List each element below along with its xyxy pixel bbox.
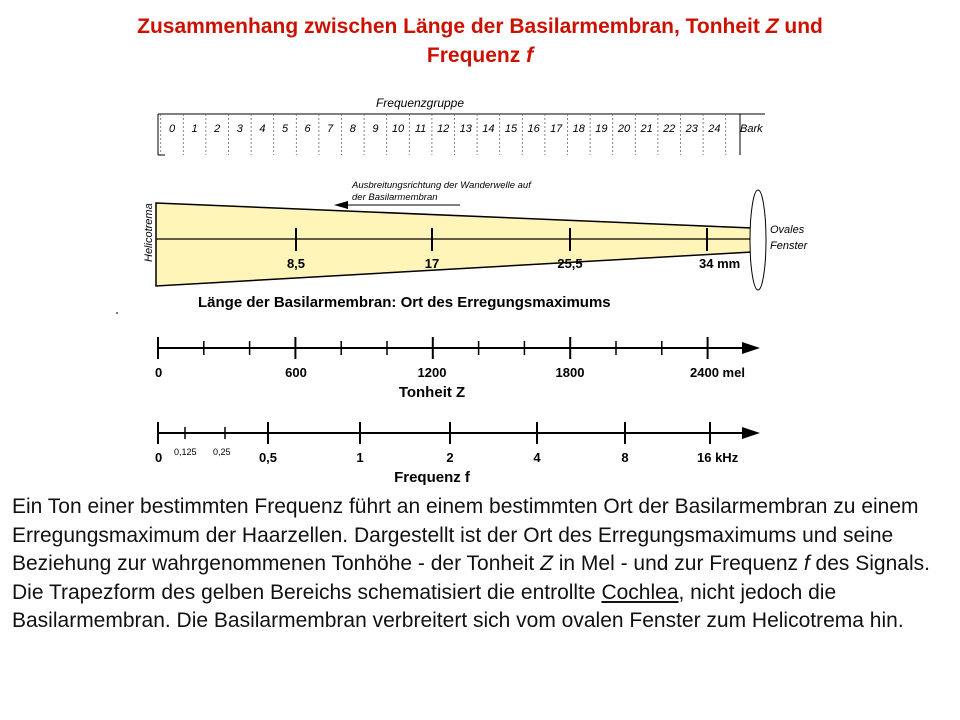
bark-tick-label: 1 [191, 123, 198, 135]
length-tick-label: 17 [424, 256, 440, 271]
length-tick-label: 25,5 [557, 256, 583, 271]
title-z: Z [765, 15, 779, 38]
freq-small-tick-label: 0,125 [174, 447, 197, 457]
mel-title: Tonheit Z [398, 384, 466, 401]
title-text-2: und [778, 15, 823, 38]
mel-tick-label: 2400 mel [690, 365, 745, 380]
freq-tick-label: 2 [446, 450, 454, 465]
bark-tick-label: 17 [550, 123, 563, 135]
bark-tick-label: 20 [617, 123, 631, 135]
bark-tick-label: 23 [685, 123, 698, 135]
wave-direction-label-1: Ausbreitungsrichtung der Wanderwelle auf [352, 180, 531, 191]
mel-tick-label: 1800 [555, 365, 585, 380]
freq-tick-label: 0,5 [258, 450, 278, 465]
title-text-1: Zusammenhang zwischen Länge der Basilarmembran, Tonheit [137, 15, 766, 38]
wave-direction-arrowhead [334, 201, 348, 209]
helicotrema-label: Helicotrema [143, 203, 155, 262]
cochlea-link[interactable]: Cochlea [601, 580, 679, 604]
mel-tick-label: 1200 [417, 365, 447, 380]
description-text [12, 493, 952, 636]
bark-tick-label: 19 [595, 123, 608, 135]
stray-dot [116, 312, 118, 314]
bark-unit: Bark [740, 123, 763, 135]
membrane-trapezoid [156, 203, 752, 286]
freq-tick-labels [155, 447, 739, 465]
bark-tick-label: 12 [437, 123, 450, 135]
oval-window-label-1: Ovales [770, 224, 805, 236]
title-text-3: Frequenz [426, 44, 527, 67]
bark-tick-label: 2 [214, 123, 221, 135]
freq-small-tick-label: 0,25 [213, 447, 231, 457]
description-f: f [803, 552, 810, 576]
oval-window-label-2: Fenster [770, 240, 808, 252]
mel-tick-labels [155, 365, 745, 380]
description-z: Z [540, 552, 553, 576]
length-title: Länge der Basilarmembran: Ort des Erregungsmaximums [198, 294, 611, 311]
bark-tick-label: 0 [168, 123, 176, 135]
title-f: f [526, 44, 534, 67]
bark-tick-label: 13 [459, 123, 472, 135]
mel-tick-label: 0 [155, 365, 163, 380]
bark-tick-label: 7 [327, 123, 334, 135]
bark-scale-title: Frequenzgruppe [375, 96, 465, 110]
bark-tick-label: 22 [663, 123, 676, 135]
bark-tick-label: 11 [414, 123, 427, 135]
freq-title: Frequenz f [394, 469, 470, 486]
bark-tick-label: 14 [482, 123, 495, 135]
bark-tick-label: 9 [372, 123, 379, 135]
wave-direction-label-2: der Basilarmembran [352, 192, 438, 203]
bark-tick-label: 24 [708, 123, 721, 135]
bark-tick-label: 6 [304, 123, 311, 135]
freq-tick-label: 16 kHz [697, 450, 739, 465]
bark-tick-labels [169, 123, 721, 135]
description-part-1: Ein Ton einer bestimmten Frequenz führt an einem bestimmten Ort der Basilarmembran zu einem Erregungsmaximum der Haarzellen. Dargestellt ist der Ort des Erregungsmaximums und seine Beziehung zur wahrgenommenen Tonhöhe - der Tonheit [12, 495, 919, 576]
oval-window [750, 190, 766, 290]
bark-tick-label: 10 [391, 123, 405, 135]
description-part-4: , nicht jedoch die Basilarmembran. Die Basilarmembran verbreitert sich vom ovalen Fenster zum Helicotrema hin. [12, 580, 904, 633]
bark-tick-label: 8 [349, 123, 356, 135]
bark-tick-label: 5 [281, 123, 289, 135]
length-tick-label: 8,5 [286, 256, 306, 271]
mel-arrowhead [742, 342, 760, 354]
freq-tick-label: 8 [621, 450, 629, 465]
bark-tick-label: 18 [572, 123, 585, 135]
description-part-2: in Mel - und zur Frequenz [552, 552, 804, 576]
freq-arrowhead [742, 427, 760, 439]
description-part-3: des Signals. Die Trapezform des gelben Bereichs schematisiert die entrollte [12, 552, 930, 604]
bark-tick-label: 3 [236, 123, 243, 135]
freq-tick-label: 0 [155, 450, 163, 465]
bark-tick-label: 21 [640, 123, 653, 135]
bark-tick-label: 16 [527, 123, 540, 135]
bark-tick-label: 4 [259, 123, 266, 135]
freq-tick-label: 4 [533, 450, 541, 465]
bark-tick-label: 15 [504, 123, 518, 135]
mel-tick-label: 600 [285, 365, 307, 380]
freq-tick-label: 1 [356, 450, 364, 465]
length-tick-label: 34 mm [699, 256, 741, 271]
